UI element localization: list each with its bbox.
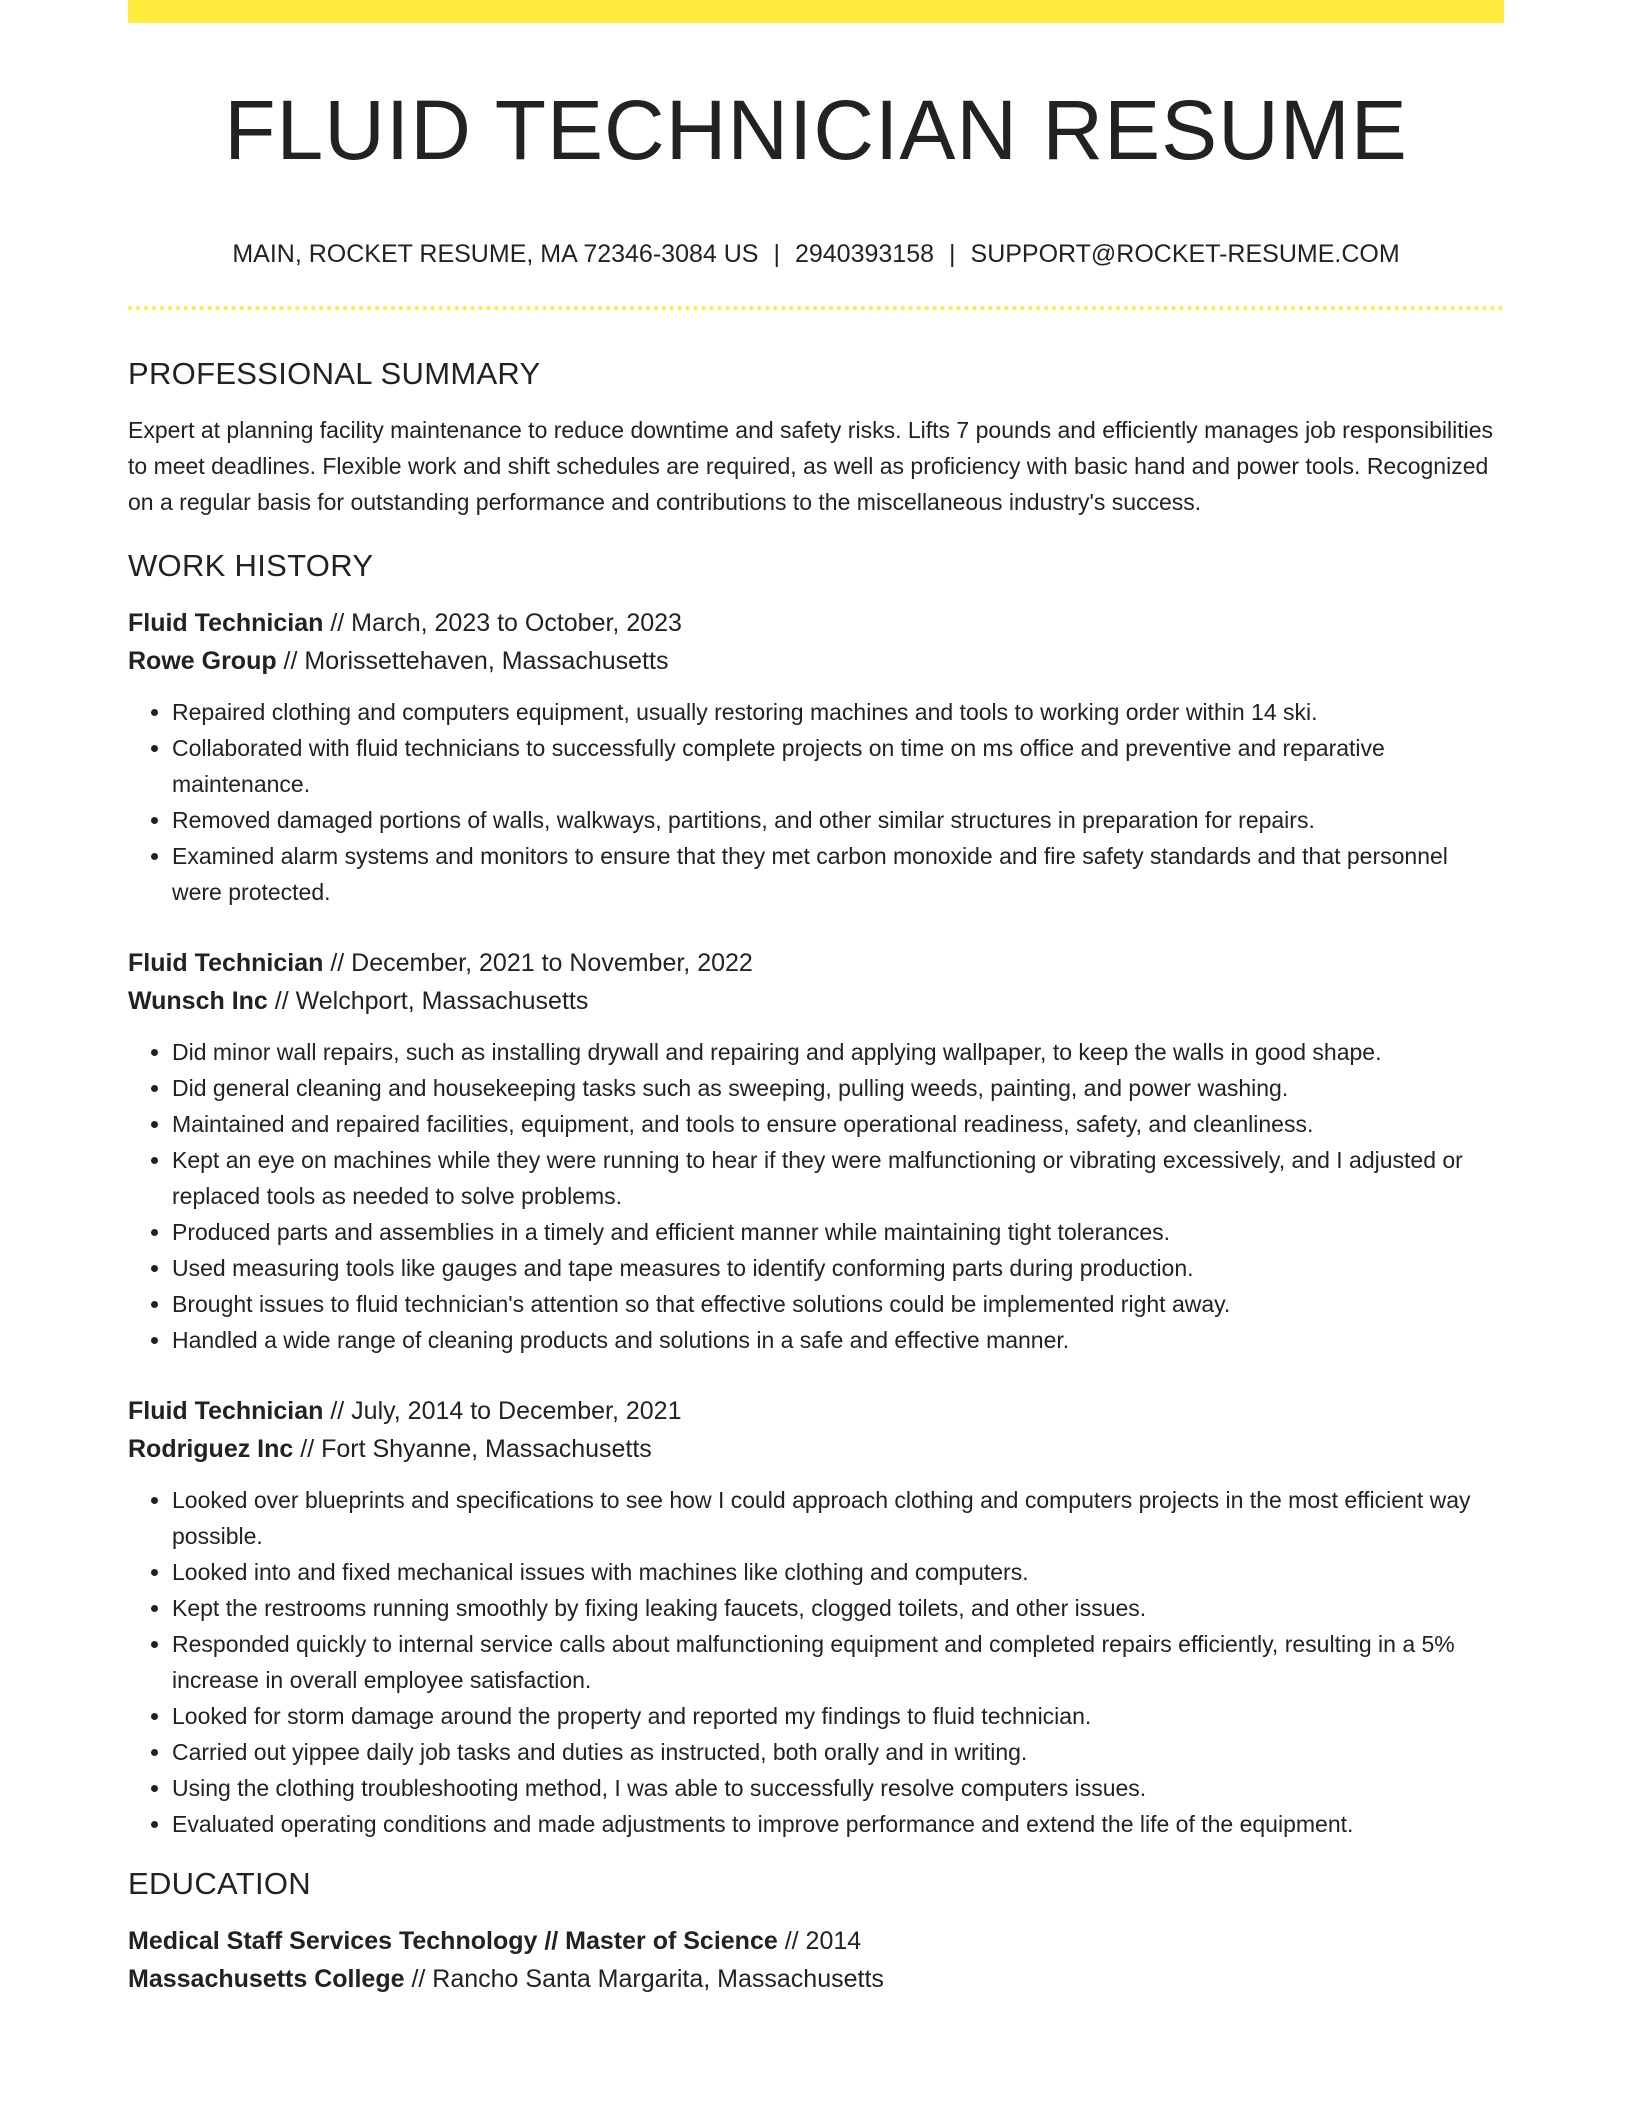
contact-separator: | — [773, 240, 780, 268]
job-title: Fluid Technician — [128, 609, 324, 637]
job-duty: • Looked over blueprints and specifications to see how I could approach clothing and computers projects in the most efficient way possible. — [172, 1482, 1504, 1554]
resume-content — [128, 352, 1504, 1998]
job-company: Rodriguez Inc — [128, 1435, 294, 1463]
education-degree-line — [128, 1922, 1504, 1960]
summary-text: Expert at planning facility maintenance to reduce downtime and safety risks. Lifts 7 pounds and efficiently manages job responsibilities to meet deadlines. Flexible work and shift schedules are required, as well as proficiency with basic hand and power tools. Recognized on a regular basis for outstanding performance and contributions to the miscellaneous industry's success. — [128, 417, 1494, 515]
job-duty: • Maintained and repaired facilities, equipment, and tools to ensure operational readiness, safety, and cleanliness. — [172, 1106, 1504, 1142]
job-location: // Fort Shyanne, Massachusetts — [293, 1435, 652, 1463]
contact-phone: 2940393158 — [794, 240, 935, 268]
job-duty: • Carried out yippee daily job tasks and duties as instructed, both orally and in writing. — [172, 1734, 1504, 1770]
education-entry — [128, 1922, 1504, 1998]
job-location: // Welchport, Massachusetts — [267, 987, 589, 1015]
job-duty: • Handled a wide range of cleaning products and solutions in a safe and effective manner. — [172, 1322, 1504, 1358]
job-duty: • Produced parts and assemblies in a timely and efficient manner while maintaining tight tolerances. — [172, 1214, 1504, 1250]
job-company-line — [128, 1430, 1504, 1468]
job-duty: • Brought issues to fluid technician's attention so that effective solutions could be implemented right away. — [172, 1286, 1504, 1322]
accent-top-bar — [128, 0, 1504, 23]
job-duty: • Kept an eye on machines while they were running to hear if they were malfunctioning or vibrating excessively, and I adjusted or replaced tools as needed to solve problems. — [172, 1142, 1504, 1214]
job-duty: • Did general cleaning and housekeeping tasks such as sweeping, pulling weeds, painting, and power washing. — [172, 1070, 1504, 1106]
job-company: Wunsch Inc — [128, 987, 268, 1015]
education-year: // 2014 — [777, 1927, 862, 1955]
education-school: Massachusetts College — [128, 1965, 405, 1993]
job-title-line — [128, 1392, 1504, 1430]
contact-address: MAIN, ROCKET RESUME, MA 72346-3084 US — [232, 240, 759, 268]
summary-heading: PROFESSIONAL SUMMARY — [128, 356, 541, 391]
job-company: Rowe Group — [128, 647, 277, 675]
job-location: // Morissettehaven, Massachusetts — [276, 647, 669, 675]
job-duty: • Examined alarm systems and monitors to ensure that they met carbon monoxide and fire safety standards and that personnel were protected. — [172, 838, 1504, 910]
education-location: // Rancho Santa Margarita, Massachusetts — [404, 1965, 884, 1993]
job-duty: • Looked into and fixed mechanical issues with machines like clothing and computers. — [172, 1554, 1504, 1590]
job-duty: • Used measuring tools like gauges and tape measures to identify conforming parts during production. — [172, 1250, 1504, 1286]
dotted-divider — [128, 306, 1504, 310]
education-heading: EDUCATION — [128, 1866, 311, 1901]
job-duty: • Removed damaged portions of walls, walkways, partitions, and other similar structures in preparation for repairs. — [172, 802, 1504, 838]
job-duties-list — [128, 694, 1504, 910]
job-duty: • Looked for storm damage around the property and reported my findings to fluid technician. — [172, 1698, 1504, 1734]
job-dates: // July, 2014 to December, 2021 — [323, 1397, 682, 1425]
job-duty: • Did minor wall repairs, such as installing drywall and repairing and applying wallpaper, to keep the walls in good shape. — [172, 1034, 1504, 1070]
job-dates: // December, 2021 to November, 2022 — [323, 949, 753, 977]
contact-email: SUPPORT@ROCKET-RESUME.COM — [970, 240, 1400, 268]
job-duty: • Repaired clothing and computers equipment, usually restoring machines and tools to working order within 14 ski. — [172, 694, 1504, 730]
education-degree: Medical Staff Services Technology // Master of Science — [128, 1927, 778, 1955]
education-school-line — [128, 1960, 1504, 1998]
work-history-heading: WORK HISTORY — [128, 548, 374, 583]
contact-separator: | — [949, 240, 956, 268]
job-duties-list — [128, 1482, 1504, 1842]
job-entry — [128, 944, 1504, 1358]
job-duty: • Responded quickly to internal service calls about malfunctioning equipment and completed repairs efficiently, resulting in a 5% increase in overall employee satisfaction. — [172, 1626, 1504, 1698]
job-title: Fluid Technician — [128, 949, 324, 977]
resume-title: FLUID TECHNICIAN RESUME — [224, 83, 1408, 177]
contact-line — [128, 236, 1504, 272]
job-title-line — [128, 944, 1504, 982]
job-company-line — [128, 642, 1504, 680]
job-company-line — [128, 982, 1504, 1020]
job-duty: • Kept the restrooms running smoothly by fixing leaking faucets, clogged toilets, and other issues. — [172, 1590, 1504, 1626]
job-duty: • Collaborated with fluid technicians to successfully complete projects on time on ms office and preventive and reparative maintenance. — [172, 730, 1504, 802]
job-dates: // March, 2023 to October, 2023 — [323, 609, 682, 637]
job-duties-list — [128, 1034, 1504, 1358]
job-entry — [128, 604, 1504, 910]
job-entry — [128, 1392, 1504, 1842]
job-title-line — [128, 604, 1504, 642]
job-title: Fluid Technician — [128, 1397, 324, 1425]
job-duty: • Using the clothing troubleshooting method, I was able to successfully resolve computers issues. — [172, 1770, 1504, 1806]
job-duty: • Evaluated operating conditions and made adjustments to improve performance and extend the life of the equipment. — [172, 1806, 1504, 1842]
